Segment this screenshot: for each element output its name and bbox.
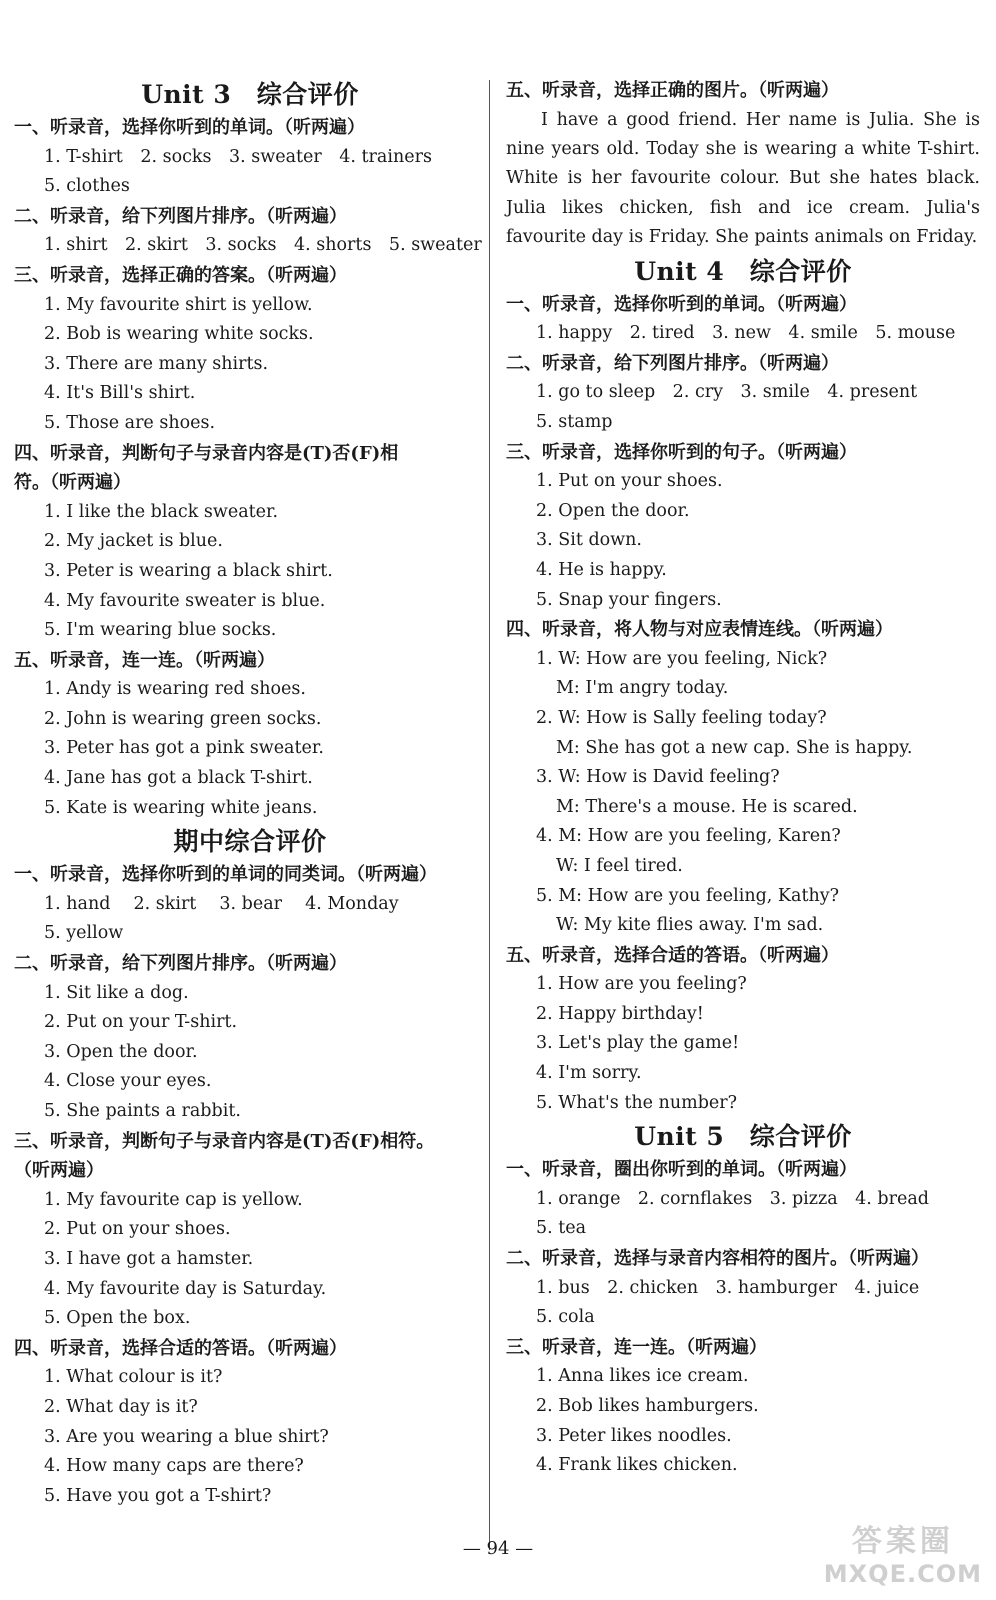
dialogue-reply: W: My kite flies away. I'm sad. <box>556 915 824 936</box>
answer-line: 1. happy 2. tired 3. new 4. smile 5. mouse <box>536 323 956 344</box>
answer-line: 4. My favourite day is Saturday. <box>44 1278 327 1299</box>
right-column-content <box>506 253 980 1481</box>
answer-line: 2. Open the door. <box>536 500 690 521</box>
section-heading: 二、听录音，给下列图片排序。（听两遍） <box>506 352 839 374</box>
answer-line: 1. orange 2. cornflakes 3. pizza 4. bread <box>536 1188 929 1209</box>
answer-line: 1. My favourite cap is yellow. <box>44 1189 303 1210</box>
answer-line: 4. He is happy. <box>536 559 667 580</box>
answer-line: 5. cola <box>536 1307 595 1328</box>
answer-line: 5. M: How are you feeling, Kathy? <box>536 885 840 906</box>
section-heading: 二、听录音，给下列图片排序。（听两遍） <box>14 953 347 975</box>
unit-title: Unit 3 综合评价 <box>141 80 359 109</box>
answer-line: 4. I'm sorry. <box>536 1063 642 1084</box>
section-heading: 一、听录音，选择你听到的单词。（听两遍） <box>506 293 857 315</box>
answer-line: 3. Let's play the game! <box>536 1033 740 1054</box>
answer-line: 1. What colour is it? <box>44 1367 223 1388</box>
answer-line: 2. John is wearing green socks. <box>44 708 322 729</box>
left-column <box>14 76 486 1511</box>
answer-line: 4. Frank likes chicken. <box>536 1455 738 1476</box>
answer-line: 5. yellow <box>44 923 124 944</box>
section-heading: （听两遍） <box>14 1160 104 1182</box>
answer-line: 1. Put on your shoes. <box>536 471 723 492</box>
answer-line: 3. Peter has got a pink sweater. <box>44 738 324 759</box>
answer-line: 4. Close your eyes. <box>44 1071 212 1092</box>
answer-line: 3. I have got a hamster. <box>44 1248 254 1269</box>
answer-line: 2. Bob is wearing white socks. <box>44 324 314 345</box>
answer-line: 5. Those are shoes. <box>44 412 216 433</box>
answer-line: 1. go to sleep 2. cry 3. smile 4. present <box>536 382 918 403</box>
section-heading: 三、听录音，选择正确的答案。（听两遍） <box>14 264 347 286</box>
answer-line: 4. M: How are you feeling, Karen? <box>536 826 841 847</box>
answer-line: 1. How are you feeling? <box>536 974 747 995</box>
answer-line: 3. Sit down. <box>536 530 642 551</box>
answer-line: 2. Put on your T-shirt. <box>44 1012 238 1033</box>
section-heading: 四、听录音，判断句子与录音内容是(T)否(F)相 <box>14 442 399 464</box>
answer-line: 5. Have you got a T-shirt? <box>44 1485 272 1506</box>
dialogue-reply: M: I'm angry today. <box>556 678 729 699</box>
answer-line: 1. shirt 2. skirt 3. socks 4. shorts 5. sweater <box>44 235 482 256</box>
section-heading: 四、听录音，将人物与对应表情连线。（听两遍） <box>506 619 893 641</box>
watermark-url: MXQE.COM <box>823 1560 982 1588</box>
section-heading: 四、听录音，选择合适的答语。（听两遍） <box>14 1337 347 1359</box>
section-heading: 二、听录音，给下列图片排序。（听两遍） <box>14 205 347 227</box>
unit-title: Unit 5 综合评价 <box>634 1122 852 1152</box>
dialogue-reply: M: There's a mouse. He is scared. <box>556 796 858 817</box>
right-column <box>506 76 980 1481</box>
answer-line: 2. Happy birthday! <box>536 1003 704 1024</box>
section-heading: 符。（听两遍） <box>14 472 131 494</box>
answer-line: 5. I'm wearing blue socks. <box>44 620 277 641</box>
answer-line: 3. W: How is David feeling? <box>536 767 780 788</box>
answer-line: 1. Sit like a dog. <box>44 982 189 1003</box>
answer-line: 4. My favourite sweater is blue. <box>44 590 326 611</box>
column-divider <box>489 80 490 1550</box>
dialogue-reply: M: She has got a new cap. She is happy. <box>556 737 913 758</box>
section-heading: 二、听录音，选择与录音内容相符的图片。（听两遍） <box>506 1248 929 1270</box>
answer-line: 5. Open the box. <box>44 1308 191 1329</box>
dialogue-reply: W: I feel tired. <box>556 855 683 876</box>
answer-line: 1. W: How are you feeling, Nick? <box>536 648 828 669</box>
answer-line: 3. There are many shirts. <box>44 353 269 374</box>
watermark-logo: 答案圈 <box>851 1524 954 1559</box>
answer-line: 1. bus 2. chicken 3. hamburger 4. juice <box>536 1277 920 1298</box>
answer-line: 1. I like the black sweater. <box>44 501 279 522</box>
answer-line: 1. hand 2. skirt 3. bear 4. Monday <box>44 893 399 914</box>
answer-line: 4. Jane has got a black T-shirt. <box>44 768 313 789</box>
section-heading: 五、听录音，选择正确的图片。（听两遍） <box>506 80 839 101</box>
section-heading: 五、听录音，选择合适的答语。（听两遍） <box>506 944 839 966</box>
answer-line: 5. stamp <box>536 412 613 432</box>
answer-line: 5. She paints a rabbit. <box>44 1101 241 1121</box>
section-heading: 三、听录音，判断句子与录音内容是(T)否(F)相符。 <box>14 1130 435 1152</box>
answer-line: 5. What's the number? <box>536 1092 738 1113</box>
answer-line: 2. What day is it? <box>44 1396 198 1417</box>
answer-line: 1. Andy is wearing red shoes. <box>44 679 306 700</box>
section-heading: 三、听录音，选择你听到的句子。（听两遍） <box>506 441 857 463</box>
answer-line: 5. tea <box>536 1218 587 1239</box>
answer-line: 5. clothes <box>44 176 130 197</box>
answer-line: 3. Peter likes noodles. <box>536 1425 732 1446</box>
answer-line: 5. Kate is wearing white jeans. <box>44 797 318 818</box>
answer-line: 4. How many caps are there? <box>44 1456 304 1477</box>
answer-line: 2. Put on your shoes. <box>44 1219 231 1240</box>
listening-passage: I have a good friend. Her name is Julia. She is nine years old. Today she is wearing a white T-shirt. White is her favourite colour. But she hates black. Julia likes chicken, fish and ice cream. Julia's favourite day is Friday. She paints animals on Friday. <box>506 109 980 248</box>
page-number: — 94 — <box>462 1538 534 1559</box>
watermark <box>824 1516 982 1588</box>
answer-line: 2. W: How is Sally feeling today? <box>536 707 827 728</box>
answer-line: 4. It's Bill's shirt. <box>44 383 196 404</box>
section-heading: 五、听录音，连一连。（听两遍） <box>14 649 275 671</box>
answer-line: 5. Snap your fingers. <box>536 589 722 610</box>
answer-line: 1. T-shirt 2. socks 3. sweater 4. trainers <box>44 146 432 167</box>
section-heading: 一、听录音，选择你听到的单词。（听两遍） <box>14 117 365 138</box>
answer-line: 3. Peter is wearing a black shirt. <box>44 560 333 581</box>
answer-line: 2. Bob likes hamburgers. <box>536 1396 759 1416</box>
answer-line: 3. Are you wearing a blue shirt? <box>44 1426 329 1447</box>
answer-line: 3. Open the door. <box>44 1041 198 1062</box>
section-heading: 一、听录音，圈出你听到的单词。（听两遍） <box>506 1159 857 1181</box>
section-heading: 三、听录音，连一连。（听两遍） <box>506 1336 767 1358</box>
unit-title: Unit 4 综合评价 <box>634 256 852 286</box>
unit-title: 期中综合评价 <box>173 827 327 857</box>
answer-line: 1. My favourite shirt is yellow. <box>44 294 313 315</box>
answer-line: 2. My jacket is blue. <box>44 531 223 552</box>
section-heading: 一、听录音，选择你听到的单词的同类词。（听两遍） <box>14 864 437 886</box>
answer-line: 1. Anna likes ice cream. <box>536 1366 749 1387</box>
